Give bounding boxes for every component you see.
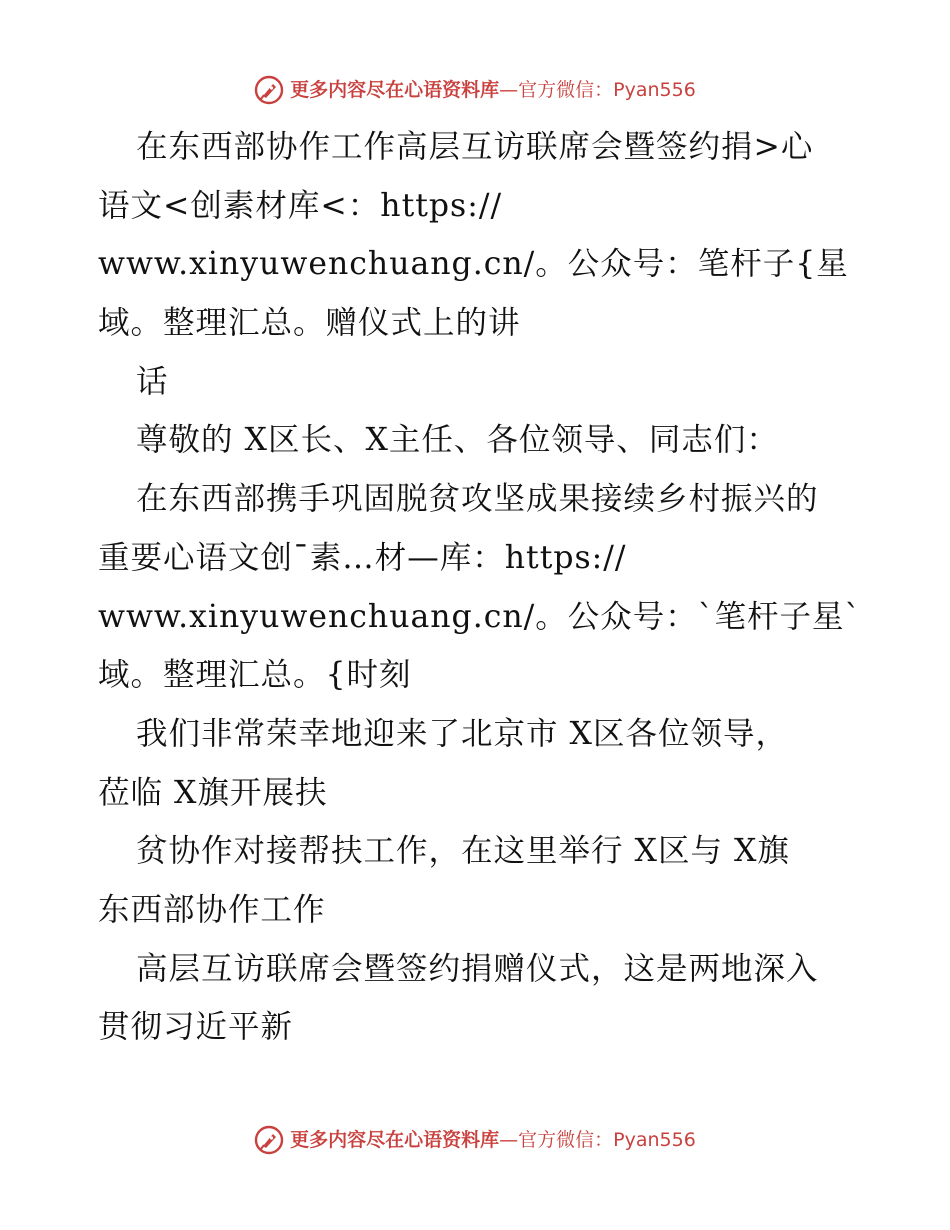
paragraph-line: 莅临 X旗开展扶 [98,774,328,811]
paragraph-line: 我们非常荣幸地迎来了北京市 X区各位领导， [136,715,788,752]
footer-watermark-banner [0,1120,950,1160]
banner-title: 更多内容尽在心语资料库 [290,1128,500,1151]
paragraph-line: 贫协作对接帮扶工作，在这里举行 X区与 X旗 [136,833,790,870]
paragraph-line: 话 [136,363,169,400]
banner-title: 更多内容尽在心语资料库 [290,78,500,101]
paragraph-line: 域。整理汇总。赠仪式上的讲 [98,305,521,342]
banner-wechat: —官方微信：Pyan556 [499,78,696,101]
paragraph-line: 贯彻习近平新 [98,1009,294,1046]
pen-nib-logo-icon [254,75,284,105]
paragraph-line: 域。整理汇总。{时刻 [98,657,412,694]
salutation-line: 尊敬的 X区长、X主任、各位领导、同志们： [136,422,779,459]
paragraph-line: 语文<创素材库<：https:// [98,187,503,224]
paragraph-line: www.xinyuwenchuang.cn/。公众号：笔杆子{星 [98,246,849,283]
banner-wechat: —官方微信：Pyan556 [499,1128,696,1151]
header-watermark-banner [0,70,950,110]
paragraph-line: 高层互访联席会暨签约捐赠仪式，这是两地深入 [136,950,819,987]
paragraph-line: www.xinyuwenchuang.cn/。公众号：`笔杆子星` [98,598,862,635]
pen-nib-logo-icon [254,1125,284,1155]
paragraph-line: 在东西部协作工作高层互访联席会暨签约捐>心 [136,129,814,165]
paragraph-line: 重要心语文创¯素…材—库：https:// [98,539,627,576]
document-body [98,118,868,1057]
paragraph-line: 在东西部携手巩固脱贫攻坚成果接续乡村振兴的 [136,481,819,518]
paragraph-line: 东西部协作工作 [98,891,326,928]
